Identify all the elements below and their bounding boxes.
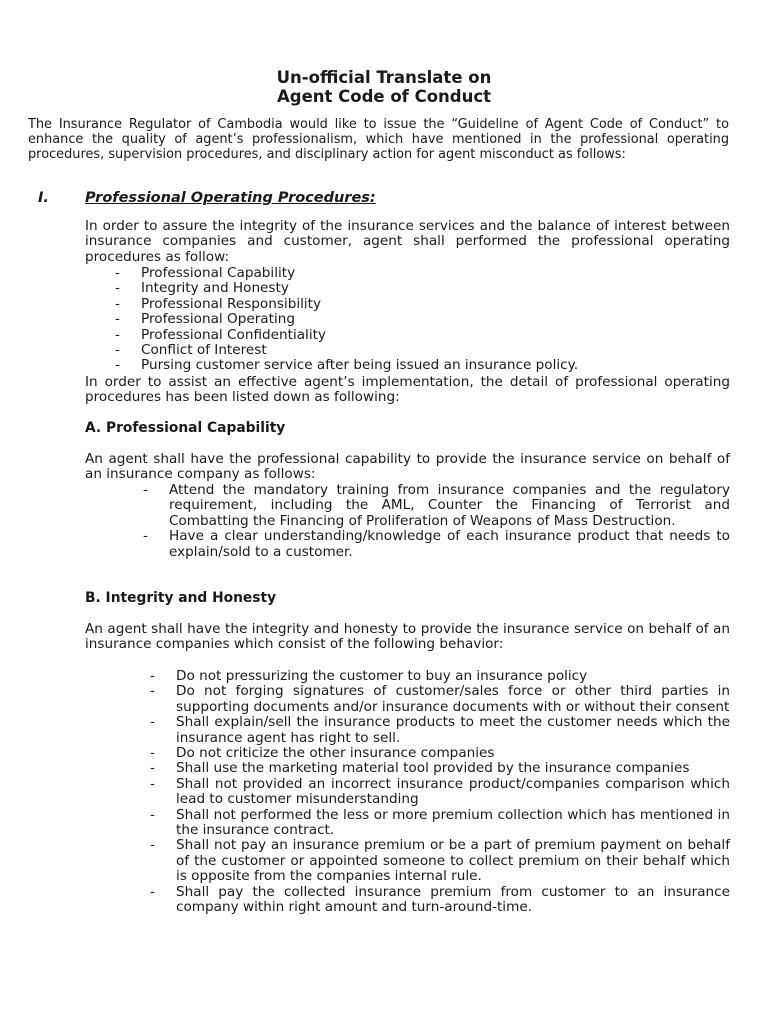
- title-line-2: Agent Code of Conduct: [276, 87, 492, 106]
- section-title: Professional Operating Procedures:: [85, 190, 376, 206]
- list-item: - Professional Confidentiality: [115, 326, 326, 343]
- list-item: - Integrity and Honesty: [115, 280, 289, 297]
- list-item: - Shall not provided an incorrect insurance product/companies comparison which lead to customer misunderstanding: [150, 775, 730, 808]
- subsection-b-list: [150, 668, 730, 916]
- list-item: - Shall explain/sell the insurance products to meet the customer needs which the insurance agent has right to sell.: [150, 714, 730, 746]
- subsection-a-heading: A. Professional Capability: [85, 420, 286, 436]
- subsection-b-heading: B. Integrity and Honesty: [85, 590, 277, 606]
- list-item: - Professional Operating: [115, 311, 295, 328]
- list-item: - Shall pay the collected insurance premium from customer to an insurance company within right amount and turn-around-time.: [150, 883, 730, 916]
- list-item: - Shall not pay an insurance premium or be a part of premium payment on behalf of the customer or appointed someone to collect premium on their behalf which is opposite from the companies internal rule.: [150, 837, 730, 885]
- list-item: - Do not pressurizing the customer to buy an insurance policy: [150, 668, 588, 684]
- procedures-list: [115, 265, 741, 374]
- document-title: [0, 68, 768, 106]
- list-item: - Do not criticize the other insurance companies: [150, 745, 495, 762]
- intro-paragraph: The Insurance Regulator of Cambodia would like to issue the “Guideline of Agent Code of Conduct” to enhance the quality of agent’s professionalism, which have mentioned in the professional operating procedures, supervision procedures, and disciplinary action for agent misconduct as follows:: [28, 117, 729, 162]
- section-numeral: I.: [38, 190, 49, 206]
- list-item: - Professional Responsibility: [115, 295, 322, 312]
- section-1-paragraph-1: In order to assure the integrity of the insurance services and the balance of interest between insurance companies and customer, agent shall performed the professional operating procedures as follow:: [85, 218, 730, 265]
- section-1-paragraph-2: In order to assist an effective agent’s implementation, the detail of professional operating procedures has been listed down as following:: [85, 374, 730, 406]
- list-item: - Attend the mandatory training from insurance companies and the regulatory requirement, including the AML, Counter the Financing of Terrorist and Combatting the Financing of Proliferation of Weapons of Mass Destruction.: [143, 482, 730, 529]
- list-item: - Conflict of Interest: [115, 342, 267, 359]
- subsection-b-paragraph: An agent shall have the integrity and honesty to provide the insurance service on behalf of an insurance companies which consist of the following behavior:: [85, 621, 730, 653]
- list-item: - Professional Capability: [115, 265, 296, 281]
- subsection-a-list: [143, 482, 730, 560]
- list-item: - Shall use the marketing material tool provided by the insurance companies: [150, 760, 690, 777]
- list-item: - Do not forging signatures of customer/sales force or other third parties in supporting documents and/or insurance documents with or without their consent: [150, 683, 730, 715]
- list-item: - Shall not performed the less or more premium collection which has mentioned in the insurance contract.: [150, 806, 730, 839]
- title-line-1: Un-official Translate on: [276, 68, 492, 87]
- list-item: - Have a clear understanding/knowledge of each insurance product that needs to explain/sold to a customer.: [143, 528, 730, 560]
- subsection-a-paragraph: An agent shall have the professional capability to provide the insurance service on behalf of an insurance company as follows:: [85, 451, 730, 483]
- list-item: - Pursing customer service after being issued an insurance policy.: [115, 357, 579, 374]
